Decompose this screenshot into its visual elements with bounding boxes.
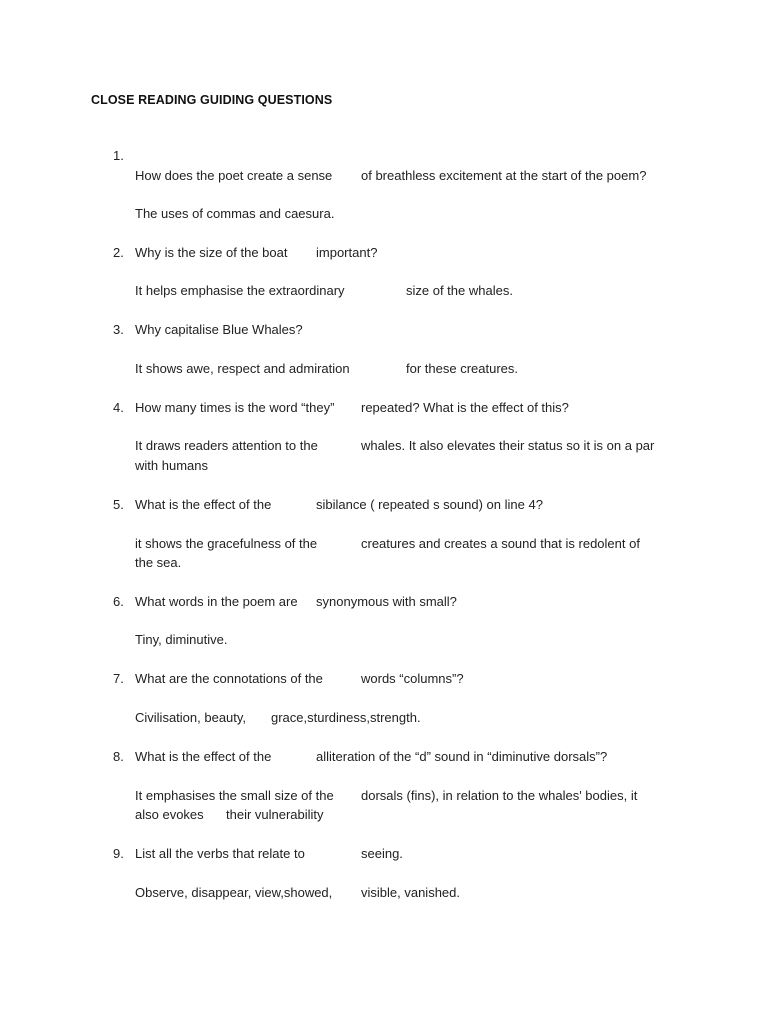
item-number: 6. — [113, 594, 124, 609]
answer-text: it shows the gracefulness of the — [135, 536, 318, 551]
answer-text-cont: whales. It also elevates their status so it is on a par — [361, 438, 655, 453]
question-text-cont: important? — [316, 245, 378, 260]
item-number: 4. — [113, 400, 124, 415]
question-text: Why is the size of the boat — [135, 245, 288, 260]
question-text-cont: alliteration of the “d” sound in “diminutive dorsals”? — [316, 749, 608, 764]
item-number: 7. — [113, 671, 124, 686]
answer-text-cont: creatures and creates a sound that is redolent of — [361, 536, 640, 551]
question-text-cont: words “columns”? — [361, 671, 464, 686]
answer-text: Observe, disappear, view,showed, — [135, 885, 333, 900]
question-text-cont: sibilance ( repeated s sound) on line 4? — [316, 497, 543, 512]
answer-text: The uses of commas and caesura. — [135, 206, 335, 221]
answer-text: It shows awe, respect and admiration — [135, 361, 350, 376]
question-text-cont: of breathless excitement at the start of the poem? — [361, 168, 647, 183]
answer-text: Civilisation, beauty, — [135, 710, 247, 725]
answer-text-cont: visible, vanished. — [361, 885, 460, 900]
question-text-cont: synonymous with small? — [316, 594, 457, 609]
question-text: What is the effect of the — [135, 497, 272, 512]
answer-text-line2: with humans — [135, 458, 208, 473]
item-number: 3. — [113, 322, 124, 337]
answer-text-cont: grace,sturdiness,strength. — [271, 710, 421, 725]
answer-text: It helps emphasise the extraordinary — [135, 283, 345, 298]
question-text: What are the connotations of the — [135, 671, 323, 686]
answer-text-cont: for these creatures. — [406, 361, 518, 376]
question-text: Why capitalise Blue Whales? — [135, 322, 303, 337]
answer-text-cont: size of the whales. — [406, 283, 513, 298]
answer-text: It draws readers attention to the — [135, 438, 318, 453]
question-text: How does the poet create a sense — [135, 168, 333, 183]
answer-text: Tiny, diminutive. — [135, 632, 228, 647]
answer-text-line2-cont: their vulnerability — [226, 807, 324, 822]
question-text-cont: repeated? What is the effect of this? — [361, 400, 569, 415]
question-text: How many times is the word “they” — [135, 400, 335, 415]
answer-text-cont: dorsals (fins), in relation to the whales' bodies, it — [361, 788, 638, 803]
question-text: What is the effect of the — [135, 749, 272, 764]
answer-text-line2: also evokes — [135, 807, 204, 822]
answer-text-line2: the sea. — [135, 555, 182, 570]
question-text: List all the verbs that relate to — [135, 846, 305, 861]
item-number: 1. — [113, 148, 124, 163]
question-text: What words in the poem are — [135, 594, 298, 609]
item-number: 8. — [113, 749, 124, 764]
item-number: 2. — [113, 245, 124, 260]
page-title: CLOSE READING GUIDING QUESTIONS — [91, 93, 333, 107]
question-text-cont: seeing. — [361, 846, 403, 861]
item-number: 9. — [113, 846, 124, 861]
answer-text: It emphasises the small size of the — [135, 788, 334, 803]
item-number: 5. — [113, 497, 124, 512]
